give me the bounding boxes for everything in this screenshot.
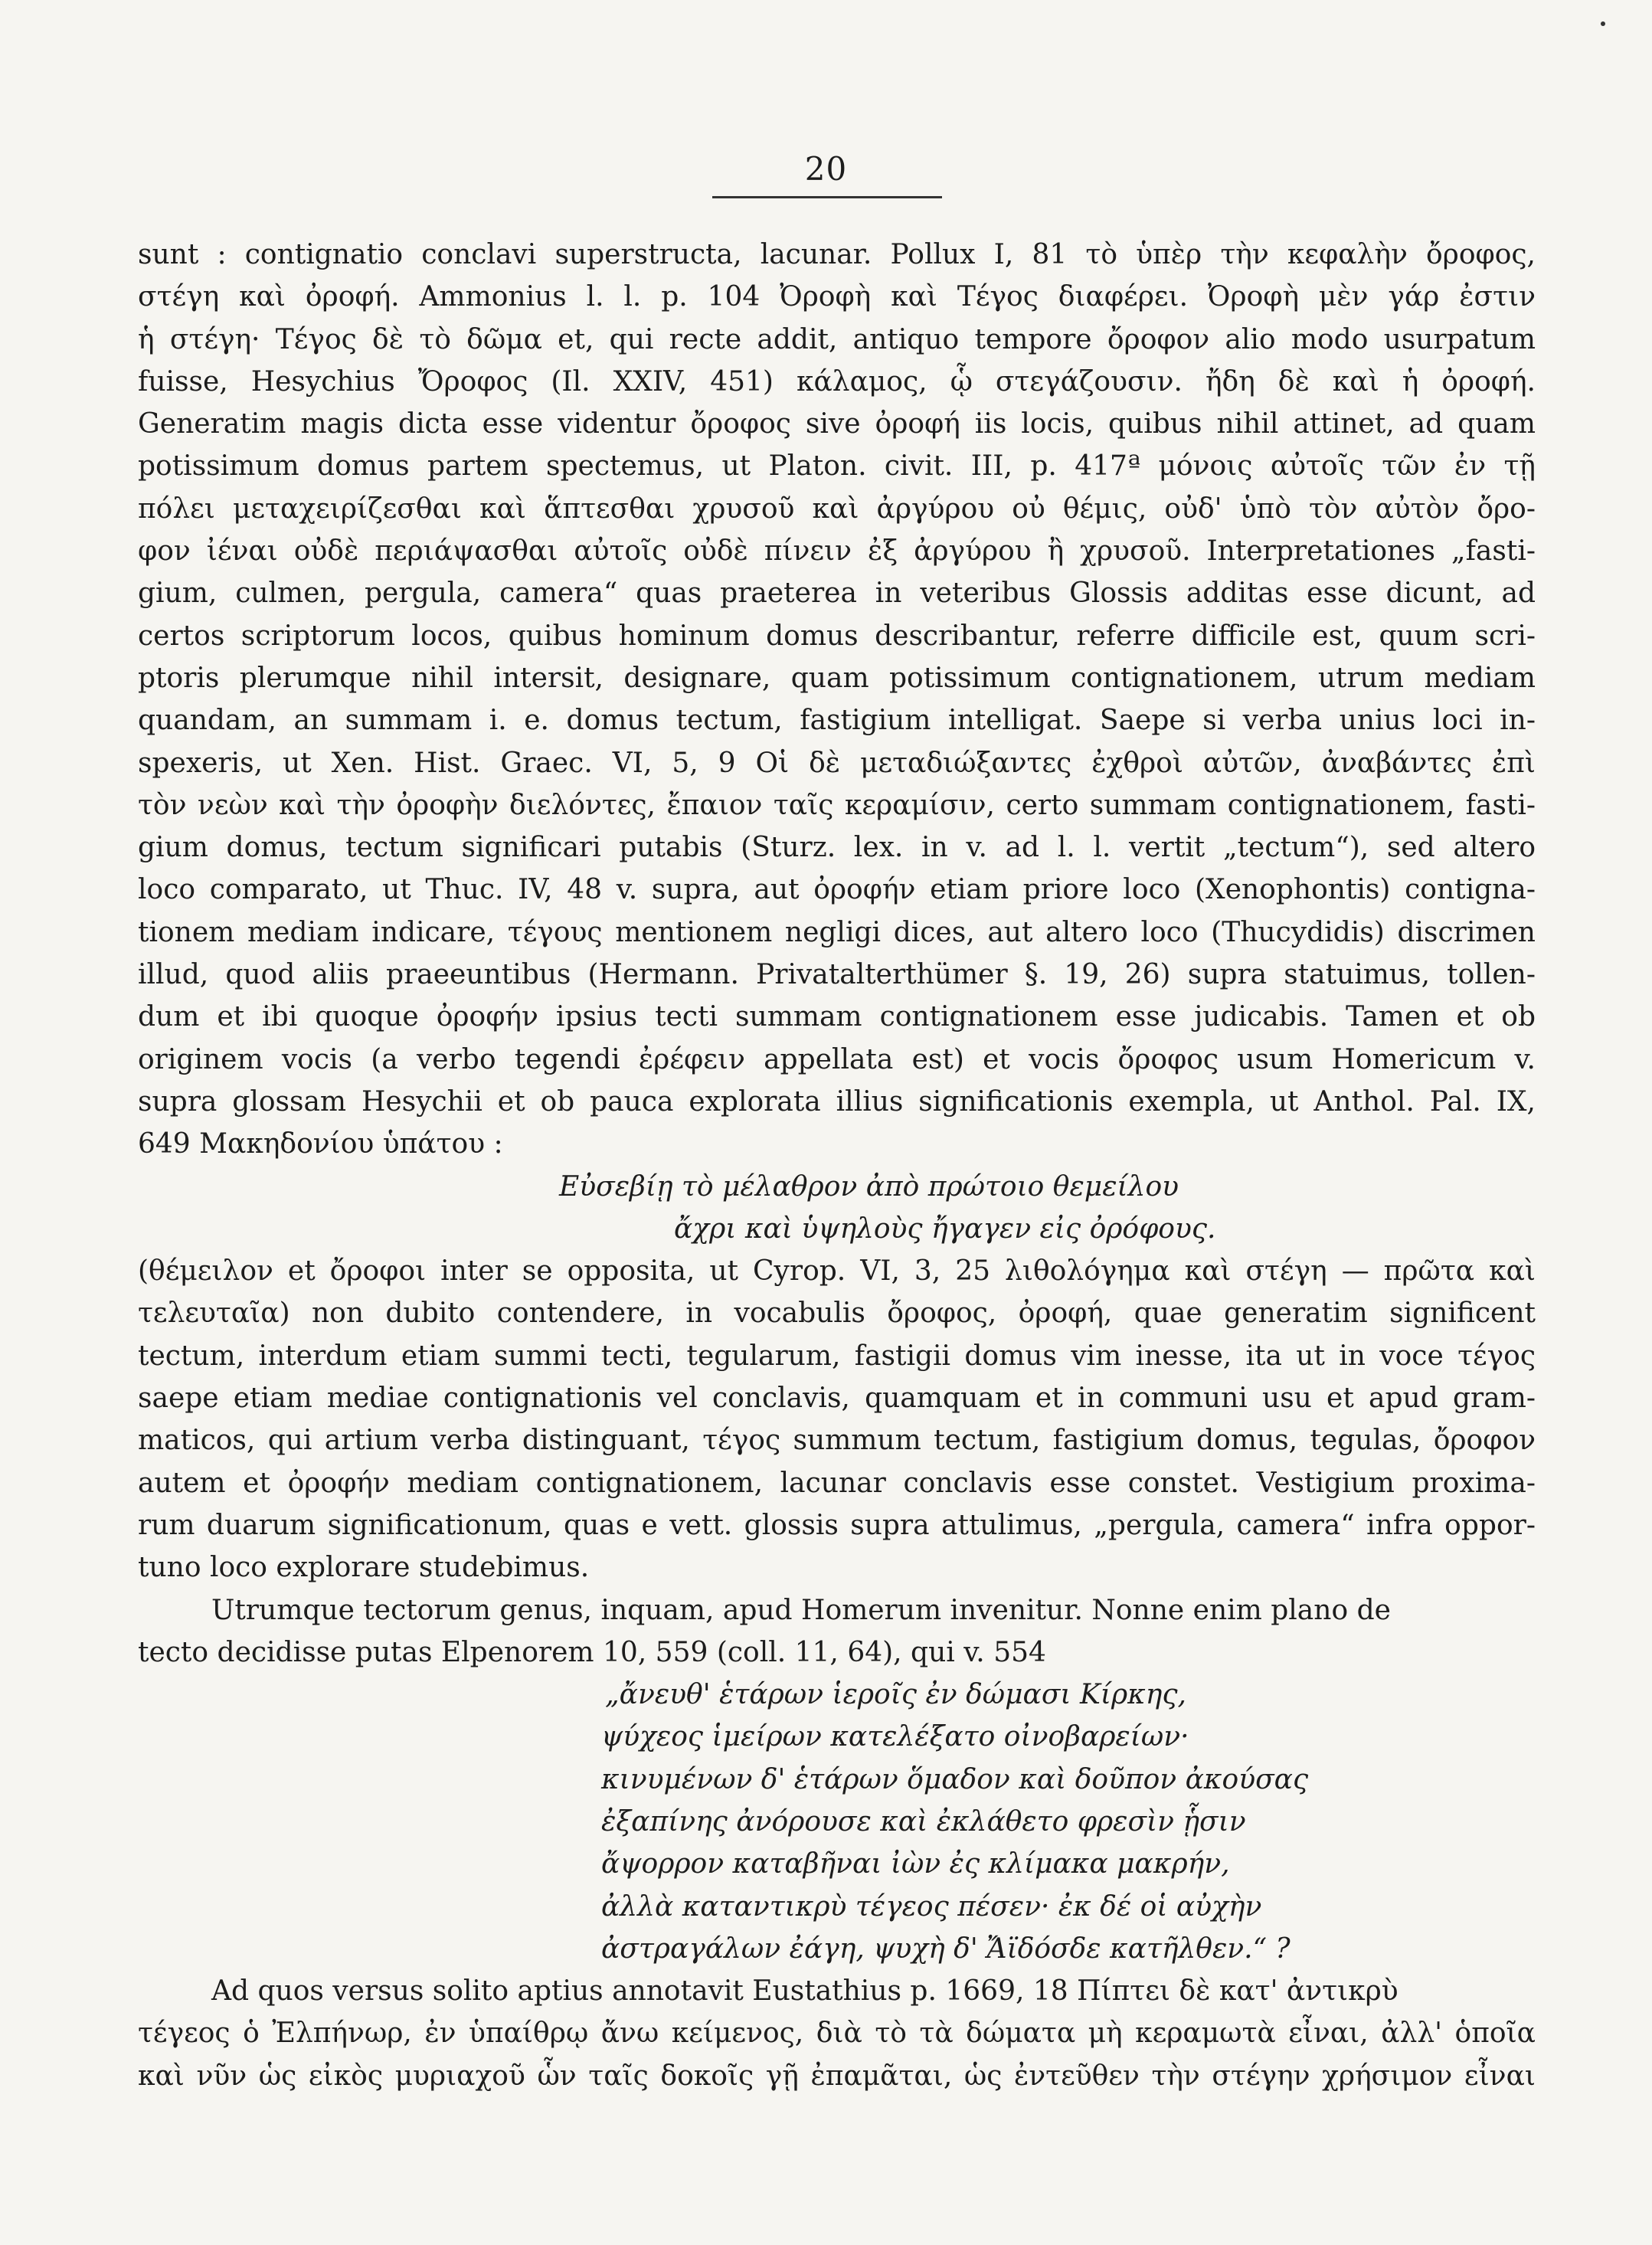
text-line: Utrumque tectorum genus, inquam, apud Homerum invenitur. Nonne enim plano de [211, 1594, 1391, 1626]
verse-line: ἀλλὰ καταντικρὺ τέγεος πέσεν· ἐκ δέ οἱ αὐχὴν [601, 1890, 1262, 1923]
text-line: gium, culmen, pergula, camera“ quas praeterea in veteribus Glossis additas esse dicunt, ad [138, 578, 1536, 610]
verse-line: Εὐσεβίῃ τὸ μέλαθρον ἀπὸ πρώτοιο θεμείλου [559, 1170, 1179, 1203]
header-rule [712, 196, 942, 198]
text-line: originem vocis (a verbo tegendi ἐρέφειν appellata est) et vocis ὄροφος usum Homericum v. [138, 1043, 1536, 1075]
text-line: illud, quod aliis praeeuntibus (Hermann. Privatalterthümer §. 19, 26) supra statuimus, tollen- [138, 959, 1536, 991]
verse-line: ἄψορρον καταβῆναι ἰὼν ἐς κλίμακα μακρήν, [601, 1848, 1230, 1880]
text-line: Generatim magis dicta esse videntur ὄροφος sive ὀροφή iis locis, quibus nihil attinet, ad quam [138, 408, 1536, 440]
paragraph-1 [138, 234, 1536, 1166]
text-line: certos scriptorum locos, quibus hominum domus describantur, referre difficile est, quum scri- [138, 620, 1536, 652]
text-line: supra glossam Hesychii et ob pauca explorata illius significationis exempla, ut Anthol. Pal. IX, [138, 1085, 1536, 1118]
text-line: τέγεος ὁ Ἐλπήνωρ, ἐν ὑπαίθρῳ ἄνω κείμενος, διὰ τὸ τὰ δώματα μὴ κεραμωτὰ εἶναι, ἀλλ' ὁποῖα [138, 2018, 1536, 2050]
text-line: gium domus, tectum significari putabis (Sturz. lex. in v. ad l. l. vertit „tectum“), sed altero [138, 832, 1536, 864]
text-line: στέγη καὶ ὀροφή. Ammonius l. l. p. 104 Ὀροφὴ καὶ Τέγος διαφέρει. Ὀροφὴ μὲν γάρ ἐστιν [138, 281, 1536, 313]
verse-line: κινυμένων δ' ἑτάρων ὅμαδον καὶ δοῦπον ἀκούσας [601, 1763, 1309, 1795]
text-line: autem et ὀροφήν mediam contignationem, lacunar conclavis esse constet. Vestigium proxima- [138, 1467, 1536, 1499]
text-line: 649 Μακηδονίου ὑπάτου : [138, 1128, 503, 1160]
ink-speck [1601, 21, 1605, 26]
text-line: τελευταῖα) non dubito contendere, in vocabulis ὄροφος, ὀροφή, quae generatim significent [138, 1298, 1536, 1330]
text-line: tuno loco explorare studebimus. [138, 1552, 590, 1584]
text-line: potissimum domus partem spectemus, ut Platon. civit. III, p. 417ª μόνοις αὐτοῖς τῶν ἐν τῇ [138, 450, 1536, 483]
verse-line: ἄχρι καὶ ὑψηλοὺς ἤγαγεν εἰς ὀρόφους. [674, 1212, 1216, 1245]
text-line: (θέμειλον et ὄροφοι inter se opposita, ut Cyrop. VI, 3, 25 λιθολόγημα καὶ στέγη — πρῶτα καὶ [138, 1255, 1536, 1288]
verse-line: ψύχεος ἱμείρων κατελέξατο οἰνοβαρείων· [601, 1721, 1189, 1753]
text-line: loco comparato, ut Thuc. IV, 48 v. supra, aut ὀροφήν etiam priore loco (Xenophontis) contigna- [138, 874, 1536, 906]
text-line: quandam, an summam i. e. domus tectum, fastigium intelligat. Saepe si verba unius loci in- [138, 705, 1536, 737]
text-line: sunt : contignatio conclavi superstructa, lacunar. Pollux I, 81 τὸ ὑπὲρ τὴν κεφαλὴν ὄροφος, [138, 239, 1536, 270]
text-line: fuisse, Hesychius Ὄροφος (Il. XXIV, 451) κάλαμος, ᾧ στεγάζουσιν. ἤδη δὲ καὶ ἡ ὀροφή. [138, 365, 1536, 398]
page-number: 20 [804, 150, 848, 188]
text-line: dum et ibi quoque ὀροφήν ipsius tecti summam contignationem esse judicabis. Tamen et ob [138, 1001, 1536, 1033]
text-line: φον ἰέναι οὐδὲ περιάψασθαι αὐτοῖς οὐδὲ πίνειν ἐξ ἀργύρου ἢ χρυσοῦ. Interpretationes „fasti- [138, 535, 1536, 568]
text-line: tionem mediam indicare, τέγους mentionem negligi dices, aut altero loco (Thucydidis) discrimen [138, 916, 1536, 948]
verse-line: ἀστραγάλων ἐάγη, ψυχὴ δ' Ἄϊδόσδε κατῆλθεν.“ ? [601, 1932, 1291, 1965]
text-line: Ad quos versus solito aptius annotavit Eustathius p. 1669, 18 Πίπτει δὲ κατ' ἀντικρὺ [211, 1975, 1398, 2008]
verse-line: „ἄνευθ' ἑτάρων ἱεροῖς ἐν δώμασι Κίρκης, [605, 1679, 1186, 1711]
homer-quotation [138, 1674, 1536, 1970]
text-line: maticos, qui artium verba distinguant, τέγος summum tectum, fastigium domus, tegulas, ὄροφον [138, 1425, 1536, 1457]
epigram-quotation [138, 1166, 1536, 1251]
text-line: τὸν νεὼν καὶ τὴν ὀροφὴν διελόντες, ἔπαιον ταῖς κεραμίσιν, certo summam contignationem, fasti- [138, 789, 1536, 821]
text-line: saepe etiam mediae contignationis vel conclavis, quamquam et in communi usu et apud gram- [138, 1383, 1536, 1415]
body-text [138, 234, 1536, 2097]
text-line: ἡ στέγη· Τέγος δὲ τὸ δῶμα et, qui recte addit, antiquo tempore ὄροφον alio modo usurpatum [138, 323, 1536, 355]
text-line: tectum, interdum etiam summi tecti, tegularum, fastigii domus vim inesse, ita ut in voce τέγος [138, 1340, 1536, 1372]
verse-line: ἐξαπίνης ἀνόρουσε καὶ ἐκλάθετο φρεσὶν ᾗσιν [601, 1805, 1246, 1838]
text-line: tecto decidisse putas Elpenorem 10, 559 (coll. 11, 64), qui v. 554 [138, 1636, 1046, 1668]
text-line: ptoris plerumque nihil intersit, designare, quam potissimum contignationem, utrum mediam [138, 662, 1536, 694]
text-line: spexeris, ut Xen. Hist. Graec. VI, 5, 9 Οἱ δὲ μεταδιώξαντες ἐχθροὶ αὐτῶν, ἀναβάντες ἐπὶ [138, 747, 1536, 779]
paragraph-2 [138, 1250, 1536, 1589]
text-line: rum duarum significationum, quas e vett. glossis supra attulimus, „pergula, camera“ infra oppor- [138, 1509, 1536, 1541]
text-line: καὶ νῦν ὡς εἰκὸς μυριαχοῦ ὧν ταῖς δοκοῖς γῇ ἐπαμᾶται, ὡς ἐντεῦθεν τὴν στέγην χρήσιμον εἶναι [138, 2060, 1536, 2092]
paragraph-4 [138, 1970, 1536, 2097]
text-line: πόλει μεταχειρίζεσθαι καὶ ἅπτεσθαι χρυσοῦ καὶ ἀργύρου οὐ θέμις, οὐδ' ὑπὸ τὸν αὐτὸν ὄρο- [138, 493, 1536, 525]
paragraph-3 [138, 1589, 1536, 1674]
